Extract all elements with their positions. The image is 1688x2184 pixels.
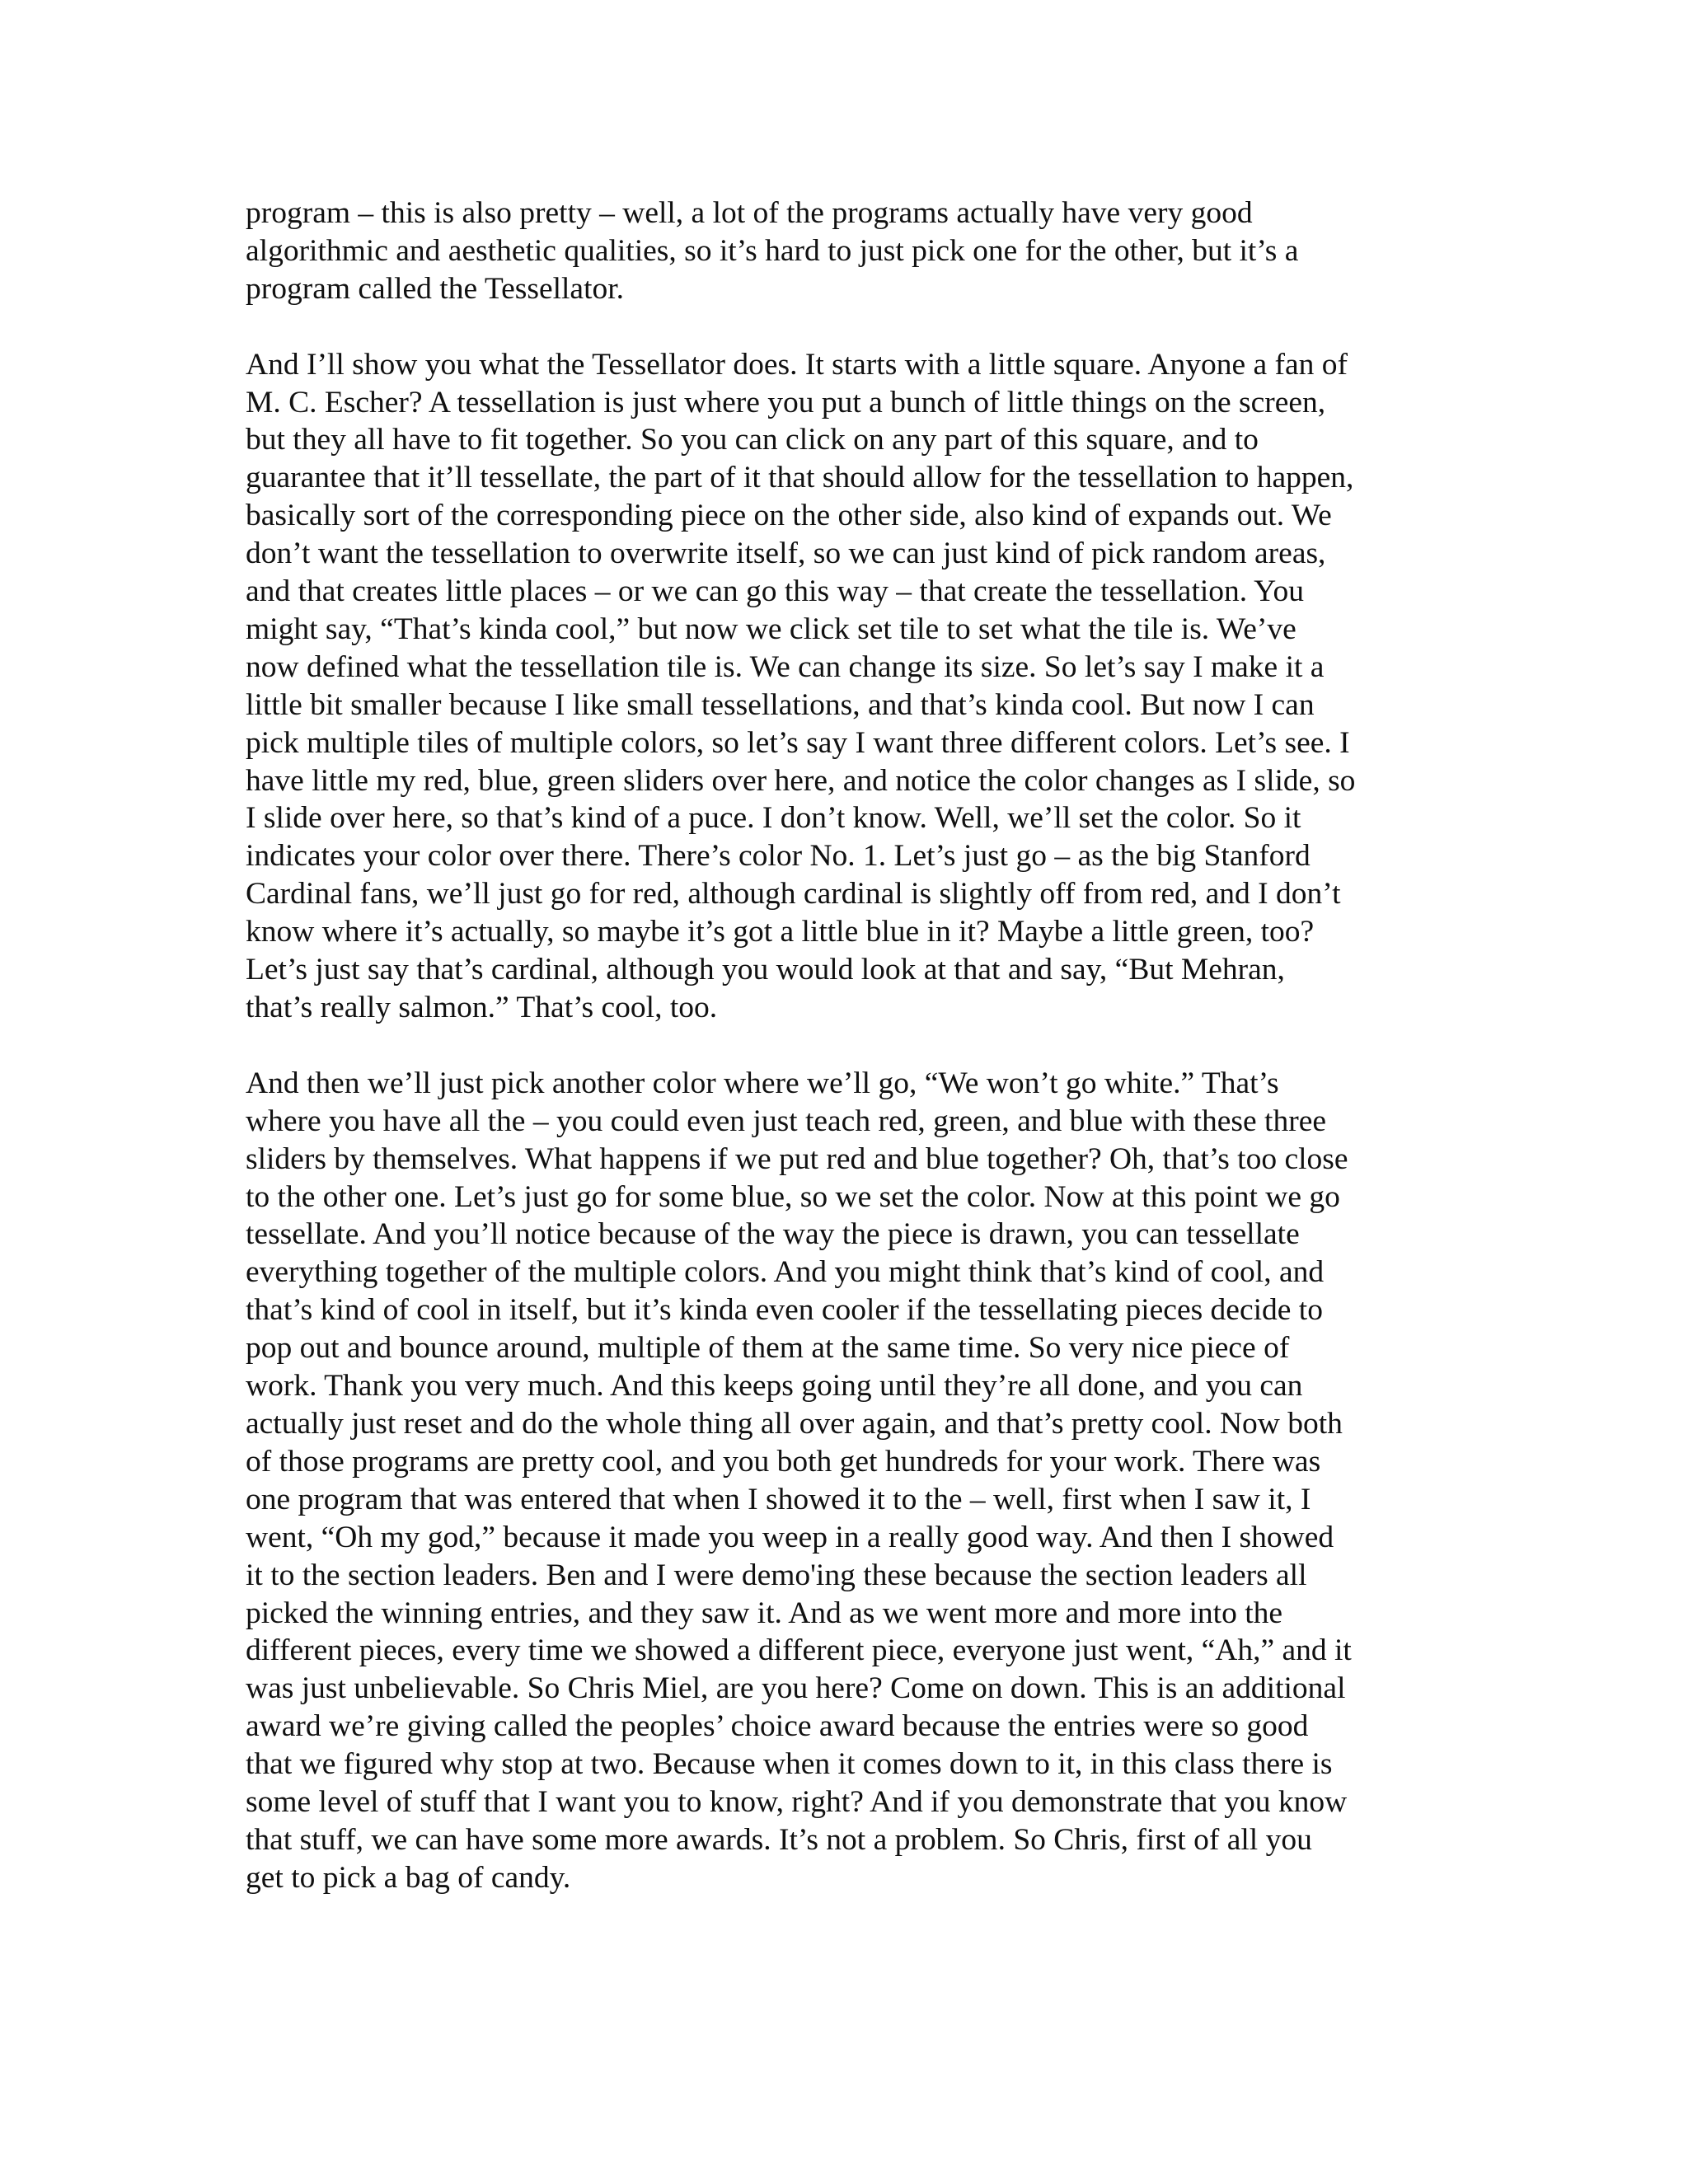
text-line: pop out and bounce around, multiple of them at the same time. So very nice piece of [246,1331,1290,1366]
text-line: that’s kind of cool in itself, but it’s kinda even cooler if the tessellating pieces decide to [246,1293,1323,1328]
text-line: everything together of the multiple colors. And you might think that’s kind of cool, and [246,1255,1325,1290]
text-line: to the other one. Let’s just go for some blue, so we set the color. Now at this point we go [246,1179,1340,1214]
text-line: M. C. Escher? A tessellation is just where you put a bunch of little things on the screen, [246,385,1326,419]
text-line: that’s really salmon.” That’s cool, too. [246,991,718,1025]
text-line: some level of stuff that I want you to know, right? And if you demonstrate that you know [246,1785,1348,1820]
text-line: program – this is also pretty – well, a lot of the programs actually have very good [246,196,1253,230]
text-line: one program that was entered that when I showed it to the – well, first when I saw it, I [246,1482,1311,1516]
text-line: that we figured why stop at two. Because when it comes down to it, in this class there is [246,1747,1333,1782]
text-line: went, “Oh my god,” because it made you weep in a really good way. And then I showed [246,1520,1334,1554]
text-line: of those programs are pretty cool, and you both get hundreds for your work. There was [246,1444,1321,1479]
text-line: might say, “That’s kinda cool,” but now we click set tile to set what the tile is. We’ve [246,612,1296,646]
text-line: algorithmic and aesthetic qualities, so it’s hard to just pick one for the other, but it’s a [246,233,1299,268]
paragraph-1 [246,194,1449,308]
text-line: pick multiple tiles of multiple colors, so let’s say I want three different colors. Let’s see. I [246,725,1350,760]
text-line: sliders by themselves. What happens if we put red and blue together? Oh, that’s too close [246,1141,1348,1176]
text-line: tessellate. And you’ll notice because of the way the piece is drawn, you can tessellate [246,1217,1300,1252]
text-line: was just unbelievable. So Chris Miel, are you here? Come on down. This is an additional [246,1671,1346,1706]
text-line: now defined what the tessellation tile is. We can change its size. So let’s say I make it a [246,649,1325,684]
text-line: but they all have to fit together. So you can click on any part of this square, and to [246,423,1259,457]
text-line: little bit smaller because I like small tessellations, and that’s kinda cool. But now I can [246,687,1315,722]
text-line: basically sort of the corresponding piece on the other side, also kind of expands out. We [246,499,1332,533]
text-line: know where it’s actually, so maybe it’s got a little blue in it? Maybe a little green, too? [246,915,1315,949]
paragraph-3 [246,1065,1449,1897]
text-line: And then we’ll just pick another color where we’ll go, “We won’t go white.” That’s [246,1066,1279,1100]
text-line: Let’s just say that’s cardinal, although you would look at that and say, “But Mehran, [246,953,1285,987]
text-line: picked the winning entries, and they saw it. And as we went more and more into the [246,1596,1283,1630]
paragraph-2 [246,346,1449,1027]
text-line: work. Thank you very much. And this keeps going until they’re all done, and you can [246,1369,1303,1404]
text-line: guarantee that it’ll tessellate, the part of it that should allow for the tessellation to happen, [246,461,1354,495]
text-line: have little my red, blue, green sliders over here, and notice the color changes as I slide, so [246,763,1356,798]
text-line: I slide over here, so that’s kind of a puce. I don’t know. Well, we’ll set the color. So it [246,801,1301,836]
text-line: different pieces, every time we showed a different piece, everyone just went, “Ah,” and it [246,1633,1352,1668]
text-line: and that creates little places – or we can go this way – that create the tessellation. You [246,574,1304,609]
text-line: actually just reset and do the whole thing all over again, and that’s pretty cool. Now both [246,1406,1343,1441]
text-line: award we’re giving called the peoples’ choice award because the entries were so good [246,1709,1309,1744]
text-line: that stuff, we can have some more awards. It’s not a problem. So Chris, first of all you [246,1822,1312,1857]
transcript-body [246,194,1449,1935]
text-line: And I’ll show you what the Tessellator does. It starts with a little square. Anyone a fan of [246,347,1348,382]
text-line: Cardinal fans, we’ll just go for red, although cardinal is slightly off from red, and I don’t [246,877,1341,912]
text-line: get to pick a bag of candy. [246,1860,571,1895]
text-line: it to the section leaders. Ben and I were demo'ing these because the section leaders all [246,1558,1307,1592]
text-line: don’t want the tessellation to overwrite itself, so we can just kind of pick random areas, [246,537,1326,571]
text-line: indicates your color over there. There’s color No. 1. Let’s just go – as the big Stanford [246,839,1311,874]
text-line: where you have all the – you could even just teach red, green, and blue with these three [246,1104,1326,1138]
text-line: program called the Tessellator. [246,271,625,306]
